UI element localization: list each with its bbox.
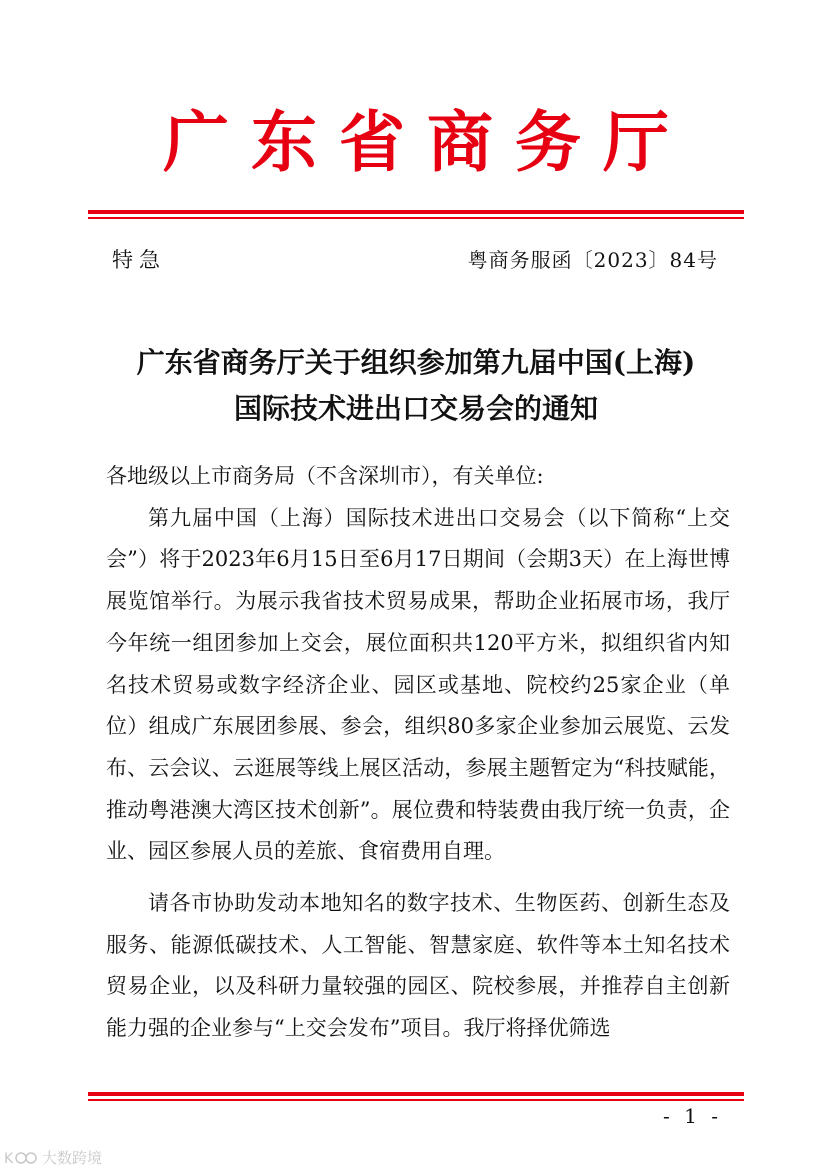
svg-text:K: K — [4, 1150, 14, 1167]
page-number: - 1 - — [663, 1104, 722, 1128]
document-number: 粤商务服函〔2023〕84号 — [467, 248, 718, 272]
document-body — [106, 456, 730, 1050]
watermark-text: 大数跨境 — [42, 1149, 103, 1167]
footer-red-rule-thin — [88, 1099, 744, 1101]
brand-logo-icon — [4, 1149, 38, 1167]
agency-header-title: 广东省商务厅 — [163, 103, 691, 181]
header-red-rule-thick — [88, 210, 744, 214]
document-title — [90, 340, 742, 432]
header-red-rule-thin — [88, 217, 744, 219]
document-title-line2: 国际技术进出口交易会的通知 — [233, 392, 598, 425]
salutation: 各地级以上市商务局（不含深圳市），有关单位: — [106, 464, 544, 488]
document-title-line1: 广东省商务厅关于组织参加第九届中国(上海) — [136, 346, 696, 379]
watermark — [4, 1147, 102, 1168]
footer-red-rule-thick — [88, 1092, 744, 1096]
body-paragraph-1: 第九届中国（上海）国际技术进出口交易会（以下简称“上交会”）将于2023年6月15日至6月17日期间（会期3天）在上海世博展览馆举行。为展示我省技术贸易成果，帮助企业拓展市场，我厅今年统一组团参加上交会，展位面积共120平方米，拟组织省内知名技术贸易或数字经济企业、园区或基地、院校约25家企业（单位）组成广东展团参展、参会，组织80多家企业参加云展览、云发布、云会议、云逛展等线上展区活动，参展主题暂定为“科技赋能，推动粤港澳大湾区技术创新”。展位费和特装费由我厅统一负责，企业、园区参展人员的差旅、食宿费用自理。 — [106, 505, 730, 864]
urgency-label: 特急 — [112, 248, 166, 272]
body-paragraph-2: 请各市协助发动本地知名的数字技术、生物医药、创新生态及服务、能源低碳技术、人工智能、智慧家庭、软件等本土知名技术贸易企业，以及科研力量较强的园区、院校参展，并推荐自主创新能力强的企业参与“上交会发布”项目。我厅将择优筛选 — [106, 891, 730, 1041]
